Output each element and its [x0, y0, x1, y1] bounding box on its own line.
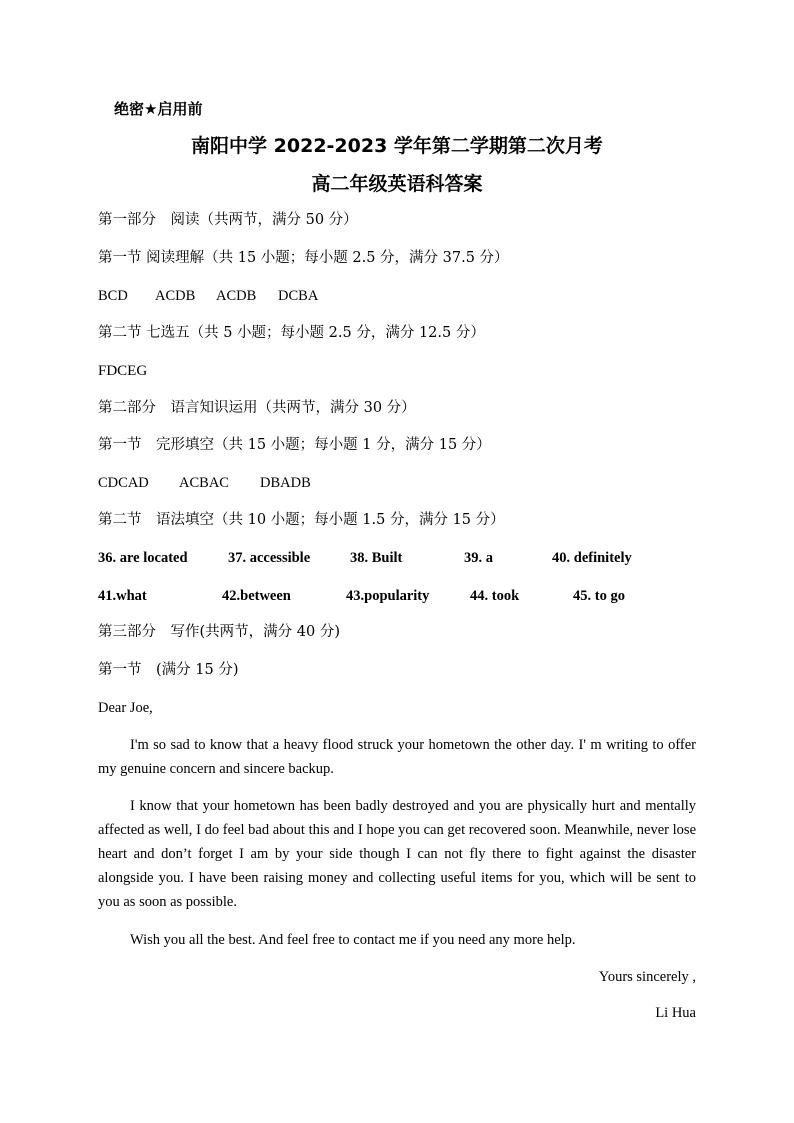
grammar-answer: 41.what [98, 588, 147, 604]
part2-sec2-heading: 第二节 语法填空（共 10 小题；每小题 1.5 分，满分 15 分） [98, 512, 505, 528]
letter-signature: Li Hua [655, 1005, 696, 1021]
part3-heading: 第三部分 写作(共两节，满分 40 分) [98, 624, 340, 640]
part1-sec1-answers [98, 286, 698, 306]
grammar-answer: 39. a [464, 550, 493, 566]
answer-group: CDCAD [98, 475, 149, 491]
grammar-answer: 36. are located [98, 550, 188, 566]
grammar-answer: 42.between [222, 588, 291, 604]
part2-heading: 第二部分 语言知识运用（共两节，满分 30 分） [98, 400, 416, 416]
grammar-answers-row-2 [98, 586, 698, 606]
grammar-answers-row-1 [98, 548, 698, 568]
exam-subtitle: 高二年级英语科答案 [311, 173, 483, 195]
letter-paragraph-2: I know that your hometown has been badly destroyed and you are physically hurt and mentally affected as well, I do feel bad about this and I hope you can get recovered soon. Meanwhile, never lose heart and don’t forget I am by your side though I can not fly there to fight against the disaster alongside you. I have been raising money and collecting useful items for you, which will be sent to you as soon as possible. [98, 798, 696, 910]
answer-group: BCD [98, 288, 128, 304]
grammar-answer: 38. Built [350, 550, 403, 566]
grammar-answer: 40. definitely [552, 550, 632, 566]
letter-paragraph-1: I'm so sad to know that a heavy flood struck your hometown the other day. I' m writing to offer my genuine concern and sincere backup. [98, 737, 696, 777]
part3-sec1-heading: 第一节 (满分 15 分) [98, 662, 239, 678]
confidential-mark: 绝密★启用前 [114, 100, 203, 118]
part2-sec1-answers [98, 473, 698, 493]
grammar-answer: 44. took [470, 588, 520, 604]
part2-sec1-heading: 第一节 完形填空（共 15 小题；每小题 1 分，满分 15 分） [98, 437, 491, 453]
exam-title: 南阳中学 2022-2023 学年第二学期第二次月考 [191, 135, 603, 157]
letter-greeting: Dear Joe, [98, 700, 153, 716]
part1-sec1-heading: 第一节 阅读理解（共 15 小题；每小题 2.5 分，满分 37.5 分） [98, 250, 509, 266]
grammar-answer: 37. accessible [228, 550, 311, 566]
part1-sec2-answers: FDCEG [98, 363, 148, 379]
answer-group: ACBAC [179, 475, 229, 491]
grammar-answer: 45. to go [573, 588, 625, 604]
part1-sec2-heading: 第二节 七选五（共 5 小题；每小题 2.5 分，满分 12.5 分） [98, 325, 485, 341]
answer-group: ACDB [155, 288, 196, 304]
grammar-answer: 43.popularity [346, 588, 430, 604]
letter-paragraph-3: Wish you all the best. And feel free to contact me if you need any more help. [130, 932, 576, 948]
part1-heading: 第一部分 阅读（共两节，满分 50 分） [98, 212, 358, 228]
letter-closing: Yours sincerely , [598, 969, 696, 985]
answer-group: DBADB [260, 475, 311, 491]
answer-group: ACDB [216, 288, 257, 304]
answer-group: DCBA [278, 288, 319, 304]
